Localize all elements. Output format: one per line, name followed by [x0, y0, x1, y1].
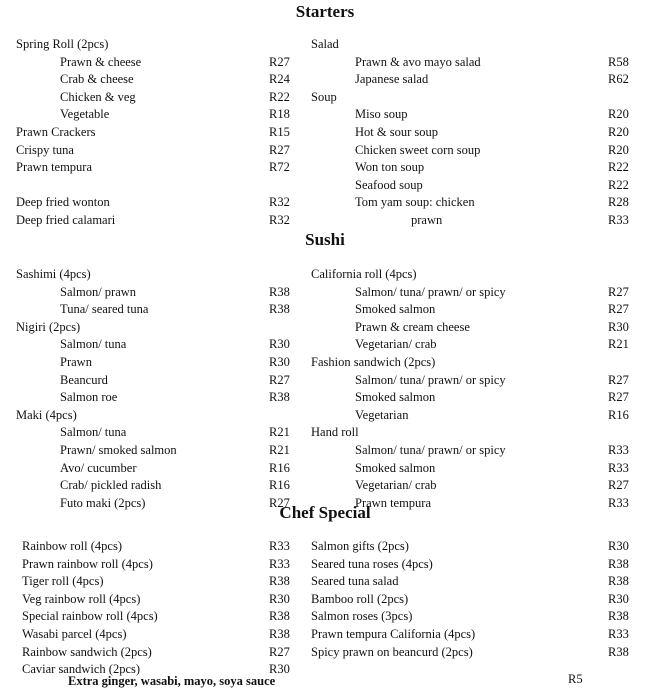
menu-item-price: R27 — [269, 644, 290, 659]
menu-item-label: Prawn Crackers — [16, 124, 96, 139]
menu-item-label: Nigiri (2pcs) — [16, 319, 81, 334]
menu-item-label: Salmon/ tuna — [60, 425, 127, 440]
menu-item-label: Chicken & veg — [60, 89, 136, 104]
menu-item-label: Hand roll — [311, 425, 359, 440]
menu-item-price: R21 — [608, 337, 629, 352]
menu-item-price: R30 — [608, 319, 629, 334]
menu-item-row — [311, 319, 641, 337]
menu-item-label: Smoked salmon — [355, 302, 436, 317]
menu-item-row — [16, 301, 306, 319]
menu-item-price: R27 — [608, 372, 629, 387]
menu-item-row — [311, 336, 641, 354]
menu-item-label: Prawn/ smoked salmon — [60, 442, 177, 457]
menu-item-label: Rainbow sandwich (2pcs) — [22, 644, 152, 659]
menu-item-row — [22, 556, 312, 574]
menu-item-label: Crab/ pickled radish — [60, 478, 162, 493]
menu-item-label: Avo/ cucumber — [60, 460, 137, 475]
menu-item-row — [22, 591, 312, 609]
menu-item-price: R30 — [608, 539, 629, 553]
menu-item-price: R22 — [608, 177, 629, 192]
menu-item-label: Vegetable — [60, 107, 110, 122]
menu-item-price: R30 — [608, 591, 629, 606]
menu-item-label: Chicken sweet corn soup — [355, 142, 481, 157]
section-title-starters: Starters — [295, 2, 355, 21]
menu-item-row — [16, 36, 306, 54]
menu-item-price: R22 — [608, 160, 629, 175]
menu-item-label: California roll (4pcs) — [311, 267, 417, 281]
menu-item-label: Prawn rainbow roll (4pcs) — [22, 556, 153, 571]
menu-spacer-row — [16, 177, 306, 195]
menu-item-price: R62 — [608, 72, 629, 87]
menu-item-label: Smoked salmon — [355, 390, 436, 405]
menu-item-row — [311, 477, 641, 495]
menu-item-price: R33 — [269, 539, 290, 553]
menu-item-label: Spring Roll (2pcs) — [16, 37, 109, 51]
menu-item-price: R33 — [608, 495, 629, 510]
menu-item-price: R18 — [269, 107, 290, 122]
menu-item-label: Seared tuna salad — [311, 574, 399, 589]
menu-item-row — [311, 538, 641, 556]
menu-item-row — [311, 159, 641, 177]
menu-item-price: R27 — [269, 372, 290, 387]
chef-special-left-column — [22, 538, 312, 679]
menu-item-price: R38 — [269, 390, 290, 405]
menu-item-row — [311, 372, 641, 390]
menu-item-label: Special rainbow roll (4pcs) — [22, 609, 158, 624]
menu-item-row — [22, 538, 312, 556]
menu-item-price: R27 — [608, 284, 629, 299]
menu-item-price: R38 — [608, 556, 629, 571]
menu-item-label: Rainbow roll (4pcs) — [22, 539, 122, 553]
menu-item-label: Sashimi (4pcs) — [16, 267, 91, 281]
menu-item-price: R28 — [608, 195, 629, 210]
menu-item-row — [311, 424, 641, 442]
menu-item-row — [311, 644, 641, 662]
menu-item-row — [16, 89, 306, 107]
menu-item-label: Vegetarian/ crab — [355, 478, 437, 493]
menu-item-label: Bamboo roll (2pcs) — [311, 591, 409, 606]
menu-item-label: Crab & cheese — [60, 72, 134, 87]
menu-item-price: R33 — [608, 460, 629, 475]
menu-item-price: R21 — [269, 425, 290, 440]
menu-item-row — [16, 407, 306, 425]
menu-item-row — [16, 284, 306, 302]
menu-item-label: Miso soup — [355, 107, 408, 122]
menu-item-price: R33 — [608, 212, 629, 227]
menu-item-price: R16 — [269, 460, 290, 475]
menu-item-price: R38 — [269, 302, 290, 317]
menu-item-row — [16, 424, 306, 442]
menu-item-row — [311, 54, 641, 72]
menu-item-row — [16, 477, 306, 495]
menu-item-price: R20 — [608, 124, 629, 139]
starters-left-column — [16, 36, 306, 230]
menu-item-row — [311, 556, 641, 574]
menu-item-label: Soup — [311, 89, 337, 104]
menu-item-label: Deep fried calamari — [16, 212, 116, 227]
menu-item-row — [16, 142, 306, 160]
menu-item-price: R21 — [269, 442, 290, 457]
menu-item-row — [311, 573, 641, 591]
menu-item-label: Crispy tuna — [16, 142, 74, 157]
menu-item-label: Japanese salad — [355, 72, 429, 87]
menu-item-row — [16, 442, 306, 460]
menu-item-label: Vegetarian — [355, 407, 409, 422]
menu-item-label: Salmon roses (3pcs) — [311, 609, 413, 624]
menu-item-label: Prawn — [60, 354, 92, 369]
menu-item-row — [311, 389, 641, 407]
menu-item-row — [22, 608, 312, 626]
menu-item-row — [16, 54, 306, 72]
menu-item-label: Futo maki (2pcs) — [60, 495, 146, 510]
menu-item-row — [311, 460, 641, 478]
menu-item-price: R27 — [269, 54, 290, 69]
menu-item-row — [22, 644, 312, 662]
menu-item-price: R27 — [608, 478, 629, 493]
menu-item-row — [311, 106, 641, 124]
menu-item-label: Prawn tempura — [16, 160, 93, 175]
menu-item-label: Prawn tempura — [355, 495, 432, 510]
menu-item-price: R30 — [269, 591, 290, 606]
menu-item-row — [16, 354, 306, 372]
menu-item-row — [311, 124, 641, 142]
menu-item-price: R20 — [608, 142, 629, 157]
menu-item-label: Seared tuna roses (4pcs) — [311, 556, 433, 571]
menu-item-label: Tuna/ seared tuna — [60, 302, 149, 317]
menu-item-row — [16, 319, 306, 337]
section-title-chef-special: Chef Special — [279, 503, 371, 522]
menu-item-row — [311, 591, 641, 609]
menu-item-label: Salmon/ tuna/ prawn/ or spicy — [355, 372, 506, 387]
menu-item-label: Salmon/ tuna/ prawn/ or spicy — [355, 284, 506, 299]
menu-item-price: R27 — [608, 302, 629, 317]
menu-item-row — [16, 266, 306, 284]
menu-item-row — [311, 626, 641, 644]
menu-item-label: Maki (4pcs) — [16, 407, 77, 422]
sushi-right-column — [311, 266, 641, 512]
menu-item-label: Prawn & avo mayo salad — [355, 54, 481, 69]
menu-item-row — [311, 354, 641, 372]
menu-item-label: Salmon roe — [60, 390, 118, 405]
menu-item-label: Spicy prawn on beancurd (2pcs) — [311, 644, 473, 659]
menu-item-row — [311, 194, 641, 212]
menu-item-row — [16, 124, 306, 142]
menu-item-label: Salmon/ prawn — [60, 284, 137, 299]
menu-item-price: R30 — [269, 662, 290, 677]
menu-item-row — [16, 212, 306, 230]
menu-item-price: R38 — [608, 644, 629, 659]
menu-item-price: R38 — [269, 609, 290, 624]
menu-item-price: R27 — [608, 390, 629, 405]
menu-item-row — [22, 626, 312, 644]
menu-item-label: Veg rainbow roll (4pcs) — [22, 591, 141, 606]
menu-item-price: R32 — [269, 195, 290, 210]
footer-note: Extra ginger, wasabi, mayo, soya sauce — [68, 674, 276, 688]
menu-item-row — [311, 89, 641, 107]
menu-item-row — [311, 71, 641, 89]
menu-item-row — [311, 407, 641, 425]
menu-item-price: R15 — [269, 124, 290, 139]
menu-item-price: R58 — [608, 54, 629, 69]
menu-item-row — [16, 194, 306, 212]
section-title-sushi: Sushi — [305, 230, 345, 249]
menu-item-label: Won ton soup — [355, 160, 425, 175]
sushi-left-column — [16, 266, 306, 512]
menu-item-label: Fashion sandwich (2pcs) — [311, 354, 436, 369]
menu-item-price: R30 — [269, 337, 290, 352]
menu-item-label: Hot & sour soup — [355, 124, 438, 139]
menu-item-label: Deep fried wonton — [16, 195, 110, 210]
menu-item-row — [22, 573, 312, 591]
starters-right-column — [311, 36, 641, 230]
menu-item-price: R38 — [608, 609, 629, 624]
menu-item-label: Tiger roll (4pcs) — [22, 574, 104, 589]
menu-item-row — [311, 36, 641, 54]
menu-item-price: R16 — [608, 407, 629, 422]
menu-item-row — [311, 608, 641, 626]
menu-item-row — [16, 460, 306, 478]
menu-item-label: Caviar sandwich (2pcs) — [22, 662, 141, 677]
footer-price: R5 — [568, 672, 583, 686]
menu-item-label: Beancurd — [60, 372, 108, 387]
menu-item-price: R22 — [269, 89, 290, 104]
menu-item-row — [16, 71, 306, 89]
menu-item-price: R16 — [269, 478, 290, 493]
menu-item-label: Vegetarian/ crab — [355, 337, 437, 352]
menu-item-row — [311, 301, 641, 319]
menu-item-price: R38 — [269, 626, 290, 641]
menu-item-label: Prawn tempura California (4pcs) — [311, 626, 476, 641]
menu-item-label: Smoked salmon — [355, 460, 436, 475]
menu-item-price: R38 — [269, 574, 290, 589]
menu-item-row — [311, 266, 641, 284]
menu-item-row — [16, 389, 306, 407]
menu-item-row — [311, 212, 641, 230]
menu-item-price: R33 — [608, 626, 629, 641]
menu-item-label: Salad — [311, 37, 339, 51]
menu-item-label: Prawn & cheese — [60, 54, 142, 69]
menu-item-label: Tom yam soup: chicken — [355, 195, 475, 210]
menu-item-row — [16, 336, 306, 354]
menu-item-price: R38 — [608, 574, 629, 589]
menu-item-price: R32 — [269, 212, 290, 227]
menu-item-price: R20 — [608, 107, 629, 122]
menu-item-label: Seafood soup — [355, 177, 423, 192]
menu-item-price: R33 — [269, 556, 290, 571]
menu-item-row — [16, 106, 306, 124]
menu-item-label: prawn — [411, 212, 443, 227]
chef-special-right-column — [311, 538, 641, 661]
menu-item-row — [311, 142, 641, 160]
menu-item-price: R72 — [269, 160, 290, 175]
menu-item-price: R33 — [608, 442, 629, 457]
menu-item-price: R27 — [269, 495, 290, 510]
menu-item-label: Wasabi parcel (4pcs) — [22, 626, 127, 641]
menu-item-row — [311, 442, 641, 460]
menu-item-row — [16, 372, 306, 390]
menu-item-row — [311, 177, 641, 195]
menu-item-label: Salmon gifts (2pcs) — [311, 539, 409, 553]
menu-item-price: R27 — [269, 142, 290, 157]
menu-item-price: R24 — [269, 72, 290, 87]
menu-item-row — [16, 159, 306, 177]
menu-item-price: R38 — [269, 284, 290, 299]
menu-item-row — [311, 284, 641, 302]
menu-item-label: Salmon/ tuna — [60, 337, 127, 352]
menu-item-price: R30 — [269, 354, 290, 369]
menu-item-label: Salmon/ tuna/ prawn/ or spicy — [355, 442, 506, 457]
menu-item-label: Prawn & cream cheese — [355, 319, 470, 334]
